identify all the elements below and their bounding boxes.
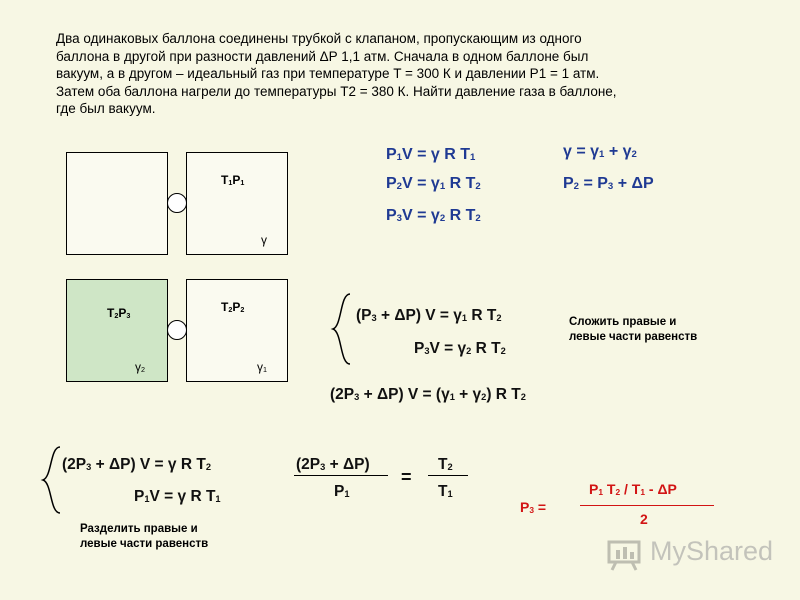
equation-e1: $P_1V = \gamma$ R $T_1$ <box>386 146 476 163</box>
fraction-temp-numerator: $T_2$ <box>438 456 453 473</box>
fraction-ratio-numerator: $(2P_3 + \Delta P)$ <box>296 456 370 473</box>
note-add <box>569 315 697 345</box>
note-divide <box>80 522 208 552</box>
label-gamma: γ <box>261 233 267 247</box>
cylinder-gas-initial <box>186 152 288 255</box>
fraction-temp-denominator: $T_1$ <box>438 483 453 500</box>
problem-line: где был вакуум. <box>56 101 156 116</box>
equation-sum: $(2P_3 + \Delta P) V = (\gamma_1 + \gamma_2)$ R $T_2$ <box>330 386 526 403</box>
note-add-line: левые части равенств <box>569 331 698 343</box>
brace-system2 <box>40 445 64 515</box>
note-divide-line: Разделить правые и <box>80 523 198 535</box>
fraction-bar-temp <box>428 475 468 476</box>
problem-line: вакуум, а в другом – идеальный газ при температуре T = 300 К и давлении P1 = 1 атм. <box>56 66 600 81</box>
label-T2P3: $T_2P_3$ <box>107 306 131 320</box>
fraction-ratio-denominator: $P_1$ <box>334 483 350 500</box>
equation-system1-b: $P_3V = \gamma_2$ R $T_2$ <box>414 340 506 357</box>
equation-system2-a: $(2P_3 + \Delta P) V = \gamma$ R $T_2$ <box>62 456 211 473</box>
equation-e5: $P_2 = P_3 + \Delta P$ <box>563 175 654 192</box>
label-gamma2: $\gamma_2$ <box>135 360 145 374</box>
brace-system1 <box>330 292 354 366</box>
valve-circle-top <box>167 193 187 213</box>
note-divide-line: левые части равенств <box>80 538 209 550</box>
problem-line: баллона в другой при разности давлений ΔP 1,1 атм. Сначала в одном баллоне был <box>56 48 589 64</box>
equation-system2-b: $P_1V = \gamma$ R $T_1$ <box>134 488 221 505</box>
label-gamma1: $\gamma_1$ <box>257 360 267 374</box>
label-T1P1: $T_1P_1$ <box>221 173 245 187</box>
cylinder-gas-heated <box>186 279 288 382</box>
equation-e2: $P_2V = \gamma_1$ R $T_2$ <box>386 175 481 192</box>
equals-sign: = <box>401 467 412 487</box>
fraction-bar-ratio <box>294 475 388 476</box>
answer-left: $P_3$ = <box>520 499 547 515</box>
answer-numerator: $P_1$ $T_2 / T_1$ - ΔP <box>589 481 677 497</box>
myshared-logo-icon <box>606 536 642 572</box>
equation-system1-a: $(P_3 + \Delta P) V = \gamma_1$ R $T_2$ <box>356 307 502 324</box>
answer-fraction-bar <box>580 505 714 506</box>
problem-line: Два одинаковых баллона соединены трубкой с клапаном, пропускающим из одного <box>56 31 582 46</box>
equation-e4: $\gamma = \gamma_1 + \gamma_2$ <box>563 143 637 160</box>
label-T2P2: $T_2P_2$ <box>221 300 245 314</box>
note-add-line: Сложить правые и <box>569 316 677 328</box>
cylinder-previously-empty-heated <box>66 279 168 382</box>
valve-circle-bottom <box>167 320 187 340</box>
problem-line: Затем оба баллона нагрели до температуры Т2 = 380 К. Найти давление газа в баллоне, <box>56 83 617 99</box>
problem-statement <box>56 30 756 118</box>
cylinder-empty-initial <box>66 152 168 255</box>
equation-e3: $P_3V = \gamma_2$ R $T_2$ <box>386 207 481 224</box>
myshared-watermark: MyShared <box>650 536 774 566</box>
answer-denominator: 2 <box>640 511 648 527</box>
